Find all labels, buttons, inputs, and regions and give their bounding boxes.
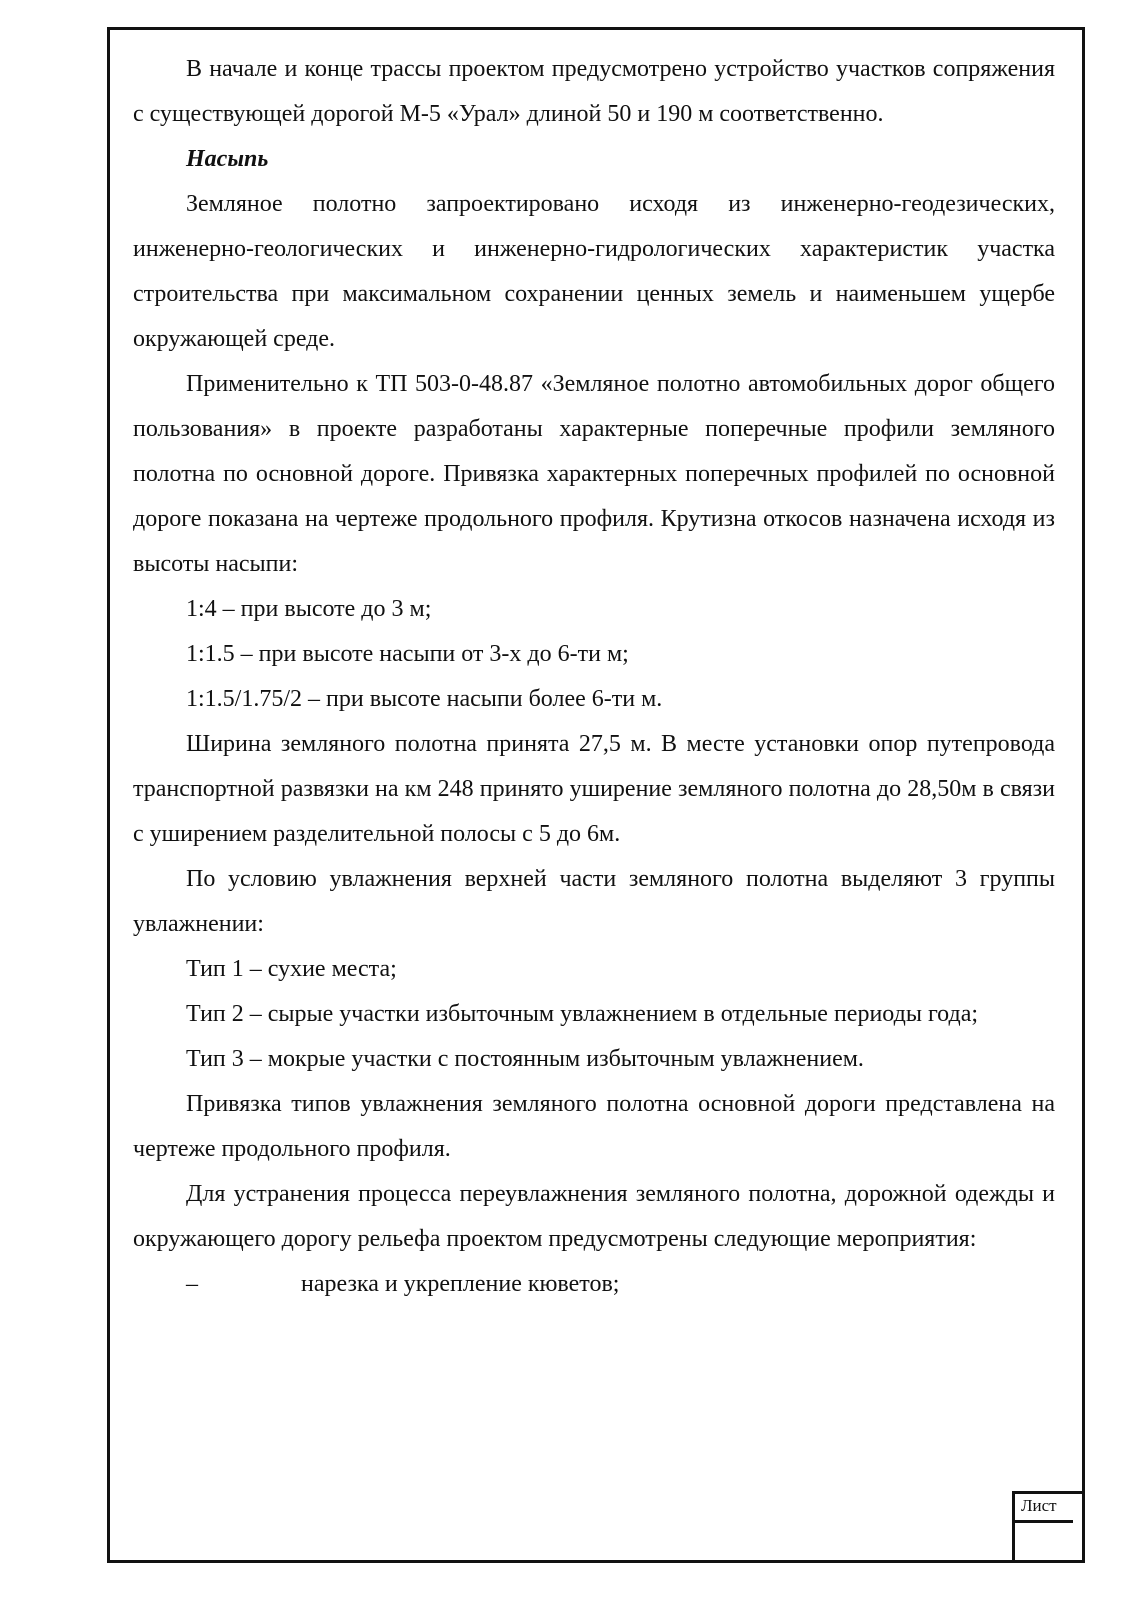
moisture-type-1: Тип 1 – сухие места;: [186, 956, 397, 982]
stamp-divider: [1015, 1520, 1073, 1523]
moisture-type-3: Тип 3 – мокрые участки с постоянным избыточным увлажнением.: [186, 1046, 864, 1072]
section-heading-nasyp: Насыпь: [186, 146, 269, 172]
paragraph-moisture-binding: Привязка типов увлажнения земляного полотна основной дороги представлена на чертеже продольного профиля.: [133, 1091, 1055, 1162]
slope-item-1: 1:4 – при высоте до 3 м;: [186, 596, 432, 622]
paragraph-cross-sections: Применительно к ТП 503-0-48.87 «Земляное полотно автомобильных дорог общего пользования» в проекте разработаны характерные поперечные профили земляного полотна по основной дороге. Привязка характерных поперечных профилей по основной дороге показана на чертеже продольного профиля. Крутизна откосов назначена исходя из высоты насыпи:: [133, 371, 1055, 577]
list-bullet: –: [186, 1271, 198, 1297]
paragraph-intro: В начале и конце трассы проектом предусмотрено устройство участков сопряжения с существующей дорогой М-5 «Урал» длиной 50 и 190 м соответственно.: [133, 56, 1055, 127]
moisture-type-2: Тип 2 – сырые участки избыточным увлажнением в отдельные периоды года;: [186, 1001, 979, 1027]
slope-item-2: 1:1.5 – при высоте насыпи от 3-х до 6-ти м;: [186, 641, 629, 667]
paragraph-width: Ширина земляного полотна принята 27,5 м. В месте установки опор путепровода транспортной развязки на км 248 принято уширение земляного полотна до 28,50м в связи с уширением разделительной полосы с 5 до 6м.: [133, 731, 1055, 847]
paragraph-moisture-groups: По условию увлажнения верхней части земляного полотна выделяют 3 группы увлажнении:: [133, 866, 1055, 937]
paragraph-drainage-measures: Для устранения процесса переувлажнения земляного полотна, дорожной одежды и окружающего дорогу рельефа проектом предусмотрены следующие мероприятия:: [133, 1181, 1055, 1252]
sheet-label: Лист: [1021, 1496, 1057, 1515]
paragraph-design-basis: Земляное полотно запроектировано исходя из инженерно-геодезических, инженерно-геологических и инженерно-гидрологических характеристик участка строительства при максимальном сохранении ценных земель и наименьшем ущербе окружающей среде.: [133, 191, 1055, 352]
list-item: [133, 1262, 1055, 1307]
slope-item-3: 1:1.5/1.75/2 – при высоте насыпи более 6-ти м.: [186, 686, 663, 712]
sheet-stamp: [1012, 1491, 1085, 1563]
document-body: [133, 47, 1055, 1307]
list-item-text: нарезка и укрепление кюветов;: [301, 1271, 620, 1297]
